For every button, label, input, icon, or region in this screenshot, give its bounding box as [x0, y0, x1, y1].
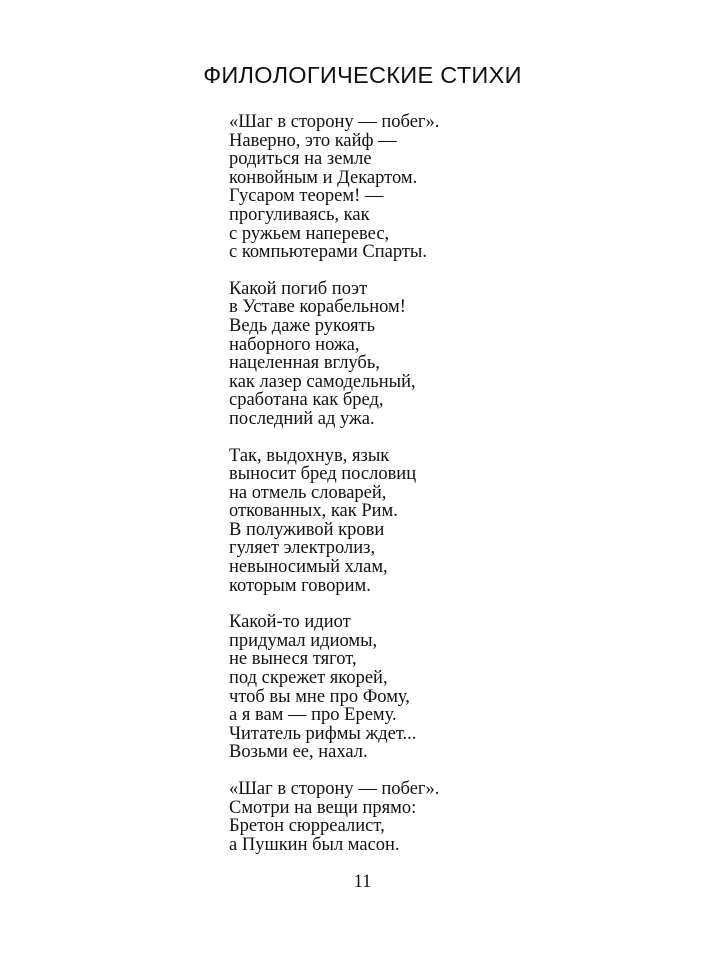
poem-line: последний ад ужа. [229, 408, 375, 429]
poem-line: откованных, как Рим. [229, 501, 398, 522]
poem-line: под скрежет якорей, [229, 668, 388, 689]
poem-line: Читатель рифмы ждет... [229, 723, 417, 744]
poem-line: а Пушкин был масон. [229, 834, 400, 855]
poem-line: Какой погиб поэт [229, 278, 368, 299]
poem-line: «Шаг в сторону — побег». [229, 779, 440, 799]
poem-line: Так, выдохнув, язык [229, 445, 390, 466]
stanza [229, 447, 509, 596]
poem-line: Бретон сюрреалист, [229, 816, 385, 837]
poem-line: сработана как бред, [229, 390, 384, 411]
poem-line: Гусаром теорем! — [229, 186, 384, 207]
stanza [229, 613, 509, 762]
poem-line: Ведь даже рукоять [229, 315, 376, 336]
poem-line: как лазер самодельный, [229, 371, 416, 392]
poem-line: Наверно, это кайф — [229, 130, 397, 151]
stanza [229, 780, 509, 854]
poem-line: Какой-то идиот [229, 612, 351, 633]
poem-line: конвойным и Декартом. [229, 167, 418, 188]
poem-line: «Шаг в сторону — побег». [229, 112, 440, 132]
poem-line: выносит бред пословиц [229, 464, 417, 485]
poem-line: Смотри на вещи прямо: [229, 797, 417, 818]
stanza [229, 280, 509, 429]
poem-line: придумал идиомы, [229, 630, 378, 651]
poem-line: наборного ножа, [229, 334, 360, 355]
poem-line: на отмель словарей, [229, 482, 387, 503]
poem-line: не вынеся тягот, [229, 649, 357, 670]
poem-body [229, 113, 509, 872]
poem-line: Возьми ее, нахал. [229, 742, 368, 763]
poem-line: чтоб вы мне про Фому, [229, 686, 410, 707]
stanza [229, 113, 509, 262]
poem-line: нацеленная вглубь, [229, 353, 380, 374]
poem-line: гуляет электролиз, [229, 538, 376, 559]
poem-line: родиться на земле [229, 149, 372, 170]
poem-line: прогуливаясь, как [229, 204, 370, 225]
poem-line: с компьютерами Спарты. [229, 242, 427, 263]
poem-line: в Уставе корабельном! [229, 297, 406, 318]
poem-line: которым говорим. [229, 575, 371, 596]
page-title: ФИЛОЛОГИЧЕСКИЕ СТИХИ [203, 62, 522, 88]
poem-line: В полуживой крови [229, 519, 385, 540]
poem-line: невыносимый хлам, [229, 557, 388, 578]
poem-line: а я вам — про Ерему. [229, 705, 397, 726]
poem-line: с ружьем наперевес, [229, 223, 390, 244]
page-number: 11 [353, 872, 372, 892]
